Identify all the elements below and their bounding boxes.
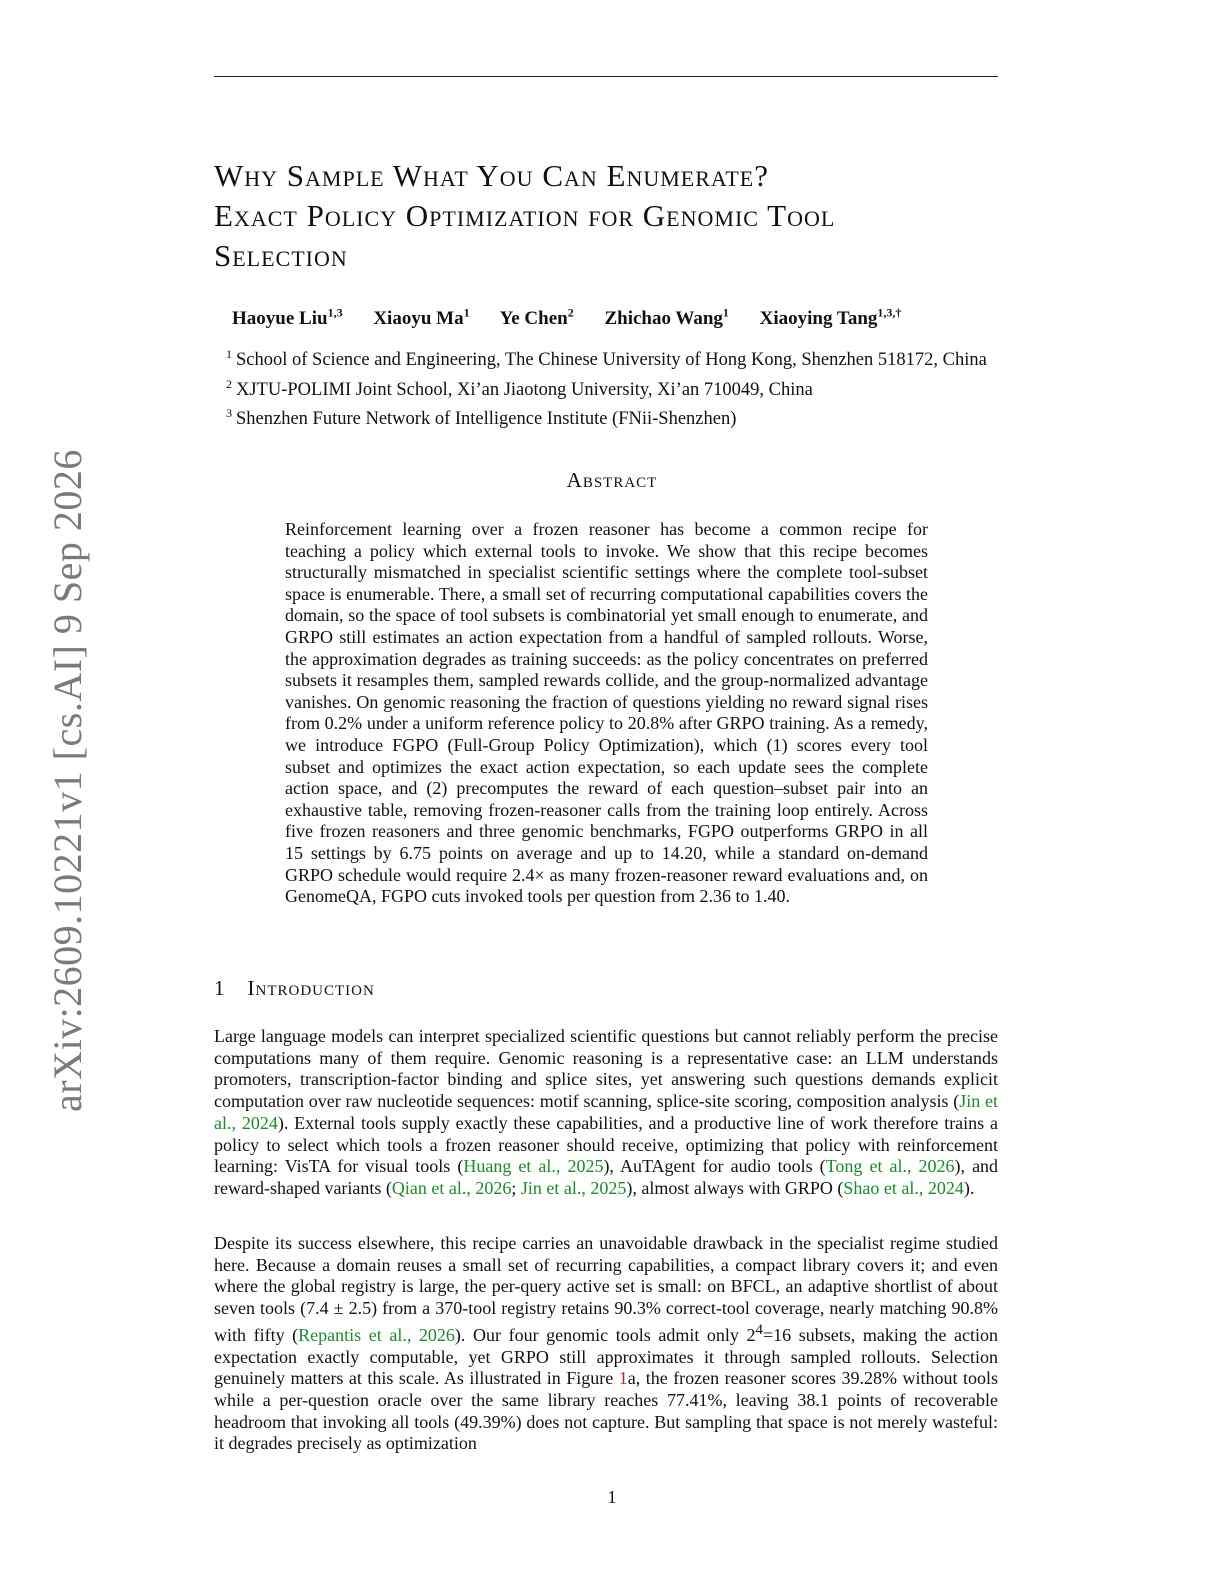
- affiliation-list: [226, 343, 987, 432]
- author: Xiaoyu Ma$^1$: [373, 306, 470, 330]
- affiliation: $^3$ Shenzhen Future Network of Intelligence Institute (FNii-Shenzhen): [226, 406, 737, 430]
- title-line-2: Exact Policy Optimization for Genomic Tool: [214, 198, 836, 233]
- author-list: [232, 306, 927, 330]
- citation-link[interactable]: Shao et al., 2024: [843, 1177, 964, 1198]
- citation-link[interactable]: Qian et al., 2026: [391, 1177, 512, 1198]
- citation-link[interactable]: Huang et al., 2025: [463, 1156, 604, 1177]
- paper-title: [214, 156, 1014, 276]
- author: Zhichao Wang$^1$: [604, 306, 729, 330]
- abstract-text: Reinforcement learning over a frozen reasoner has become a common recipe for teaching a policy which external tools to invoke. We show that this recipe becomes structurally mismatched in specialist scientific settings where the complete tool-subset space is enumerable. There, a small set of recurring computational capabilities covers the domain, so the space of tool subsets is combinatorial yet small enough to enumerate, and GRPO still estimates an action expectation from a handful of sampled rollouts. Worse, the approximation degrades as training succeeds: as the policy concentrates on preferred subsets it resamples them, sampled rewards collide, and the group-normalized advantage vanishes. On genomic reasoning the fraction of questions yielding no reward signal rises from 0.2% under a uniform reference policy to 20.8% after GRPO training. As a remedy, we introduce FGPO (Full-Group Policy Optimization), which (1) scores every tool subset and optimizes the exact action expectation, so each update sees the complete action space, and (2) precomputes the reward of each question–subset pair into an exhaustive table, removing frozen-reasoner calls from the training loop entirely. Across five frozen reasoners and three genomic benchmarks, FGPO outperforms GRPO in all 15 settings by 6.75 points on average and up to 14.20, while a standard on-demand GRPO schedule would require 2.4× as many frozen-reasoner reward evaluations and, on GenomeQA, FGPO cuts invoked tools per question from 2.36 to 1.40.: [285, 519, 928, 907]
- author: Xiaoying Tang$^{1,3,\dagger}$: [759, 306, 902, 330]
- title-line-3: Selection: [214, 238, 348, 273]
- citation-link[interactable]: Jin et al., 2025: [520, 1177, 627, 1198]
- section-number: 1: [214, 976, 226, 1000]
- page-number: 1: [607, 1487, 617, 1507]
- citation-link[interactable]: Tong et al., 2026: [825, 1156, 955, 1177]
- abstract-heading: Abstract: [566, 468, 658, 492]
- citation-link[interactable]: Jin et al., 2024: [214, 1091, 998, 1133]
- author: Ye Chen$^2$: [499, 306, 574, 330]
- section-title: Introduction: [247, 976, 375, 1000]
- affiliation: $^2$ XJTU-POLIMI Joint School, Xi’an Jiaotong University, Xi’an 710049, China: [226, 376, 813, 400]
- section-heading-introduction: [214, 976, 375, 1001]
- header-rule: [214, 76, 998, 77]
- title-line-1: Why Sample What You Can Enumerate?: [214, 158, 769, 193]
- intro-paragraph-1: Large language models can interpret specialized scientific questions but cannot reliably perform the precise computations many of them require. Genomic reasoning is a representative case: an LLM understands promoters, transcription-factor binding and splice sites, yet answering such questions demands explicit computation over raw nucleotide sequences: motif scanning, splice-site scoring, composition analysis (Jin et al., 2024). External tools supply exactly these capabilities, and a productive line of work therefore trains a policy to select which tools a frozen reasoner should receive, optimizing that policy with reinforcement learning: VisTA for visual tools (Huang et al., 2025), AuTAgent for audio tools (Tong et al., 2026), and reward-shaped variants (Qian et al., 2026; Jin et al., 2025), almost always with GRPO (Shao et al., 2024).: [214, 1026, 999, 1198]
- arxiv-stamp: arXiv:2609.10221v1 [cs.AI] 9 Sep 2026: [45, 449, 90, 1112]
- figure-reference-link[interactable]: 1: [618, 1368, 628, 1389]
- citation-link[interactable]: Repantis et al., 2026: [298, 1324, 455, 1345]
- affiliation: $^1$ School of Science and Engineering, The Chinese University of Hong Kong, Shenzhen 518172, China: [226, 347, 987, 371]
- author: Haoyue Liu$^{1,3}$: [232, 306, 343, 330]
- intro-paragraph-2: Despite its success elsewhere, this recipe carries an unavoidable drawback in the specialist regime studied here. Because a domain reuses a small set of recurring capabilities, a compact library covers it; and even where the global registry is large, the per-query active set is small: on BFCL, an adaptive shortlist of about seven tools (7.4 ± 2.5) from a 370-tool registry retains 90.3% correct-tool coverage, nearly matching 90.8% with fifty (Repantis et al., 2026). Our four genomic tools admit only $2^4=16$ subsets, making the action expectation exactly computable, yet GRPO still approximates it through sampled rollouts. Selection genuinely matters at this scale. As illustrated in Figure 1a, the frozen reasoner scores 39.28% without tools while a per-question oracle over the same library reaches 77.41%, leaving 38.1 points of recoverable headroom that invoking all tools (49.39%) does not capture. But sampling that space is not merely wasteful: it degrades precisely as optimization: [214, 1233, 998, 1454]
